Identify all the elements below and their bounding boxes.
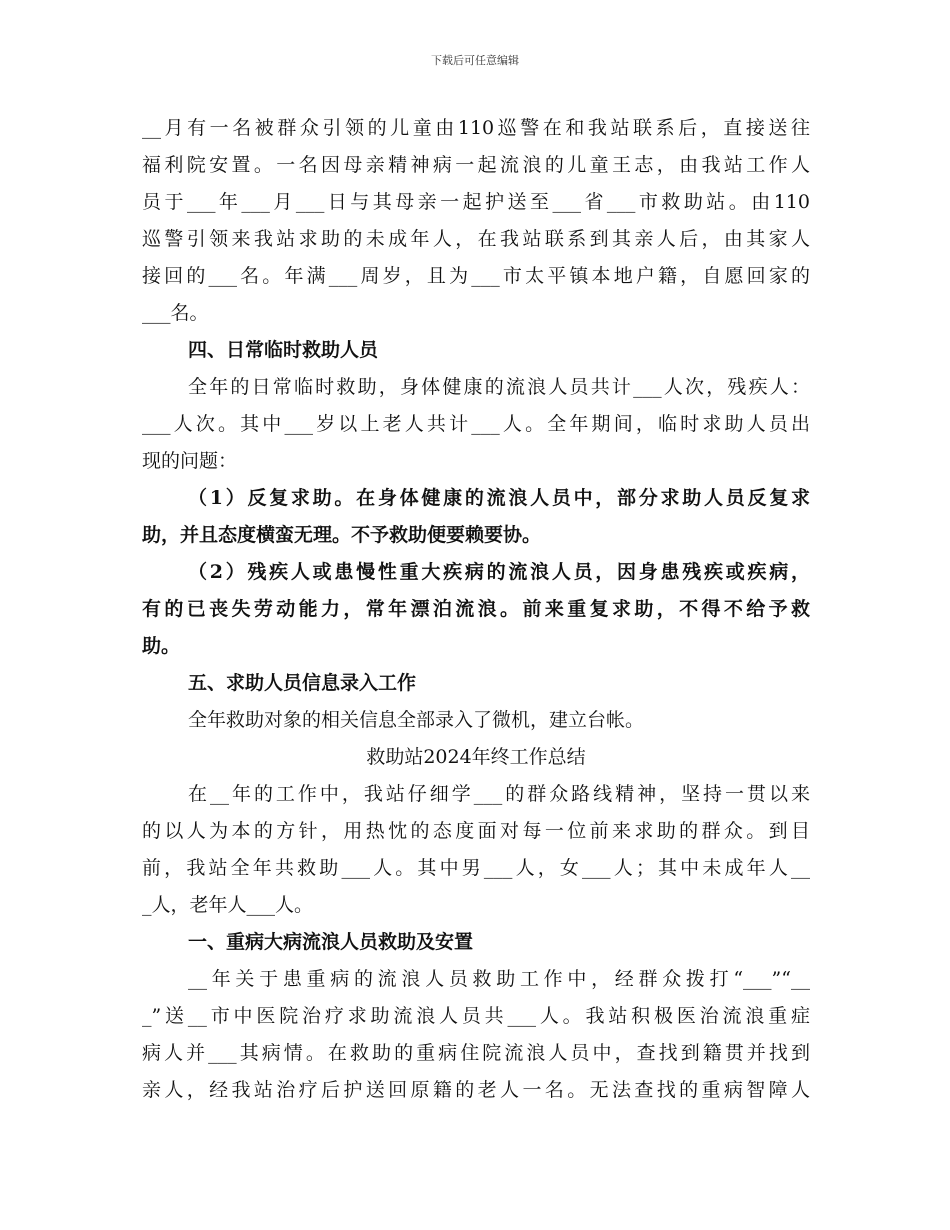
list-item-line: （2）残疾人或患慢性重大疾病的流浪人员，因身患残疾或疾病， <box>188 561 810 583</box>
paragraph-line: 员于___年___月___日与其母亲一起护送至___省___市救助站。由110 <box>142 191 810 213</box>
paragraph-line: __月有一名被群众引领的儿童由110巡警在和我站联系后，直接送往 <box>142 117 810 139</box>
document-title: 救助站2024年终工作总结 <box>366 746 586 768</box>
paragraph-line: 接回的___名。年满___周岁，且为___市太平镇本地户籍，自愿回家的 <box>142 265 810 287</box>
paragraph-line: _”送__市中医院治疗求助流浪人员共___人。我站积极医治流浪重症 <box>142 1005 810 1027</box>
paragraph-line: __年关于患重病的流浪人员救助工作中，经群众拨打“___”“__ <box>188 968 810 990</box>
document-body <box>142 110 810 1109</box>
list-item-line: 助。 <box>142 635 181 657</box>
paragraph-line: 亲人，经我站治疗后护送回原籍的老人一名。无法查找的重病智障人 <box>142 1079 810 1101</box>
list-item-line: 助，并且态度横蛮无理。不予救助便要赖要协。 <box>142 524 542 546</box>
paragraph-line: 病人并___其病情。在救助的重病住院流浪人员中，查找到籍贯并找到 <box>142 1042 810 1064</box>
paragraph-line: ___名。 <box>142 302 209 324</box>
paragraph-line: 的以人为本的方针，用热忱的态度面对每一位前来求助的群众。到目 <box>142 820 810 842</box>
paragraph-line: _人，老年人___人。 <box>142 894 314 916</box>
section-heading: 四、日常临时救助人员 <box>188 339 379 361</box>
section-heading: 五、求助人员信息录入工作 <box>188 672 417 694</box>
list-item-line: （1）反复求助。在身体健康的流浪人员中，部分求助人员反复求 <box>188 487 810 509</box>
paragraph-line: ___人次。其中___岁以上老人共计___人。全年期间，临时求助人员出 <box>142 413 810 435</box>
page-header: 下载后可任意编辑 <box>431 54 519 67</box>
paragraph-line: 全年的日常临时救助，身体健康的流浪人员共计___人次，残疾人： <box>188 376 810 398</box>
paragraph-line: 全年救助对象的相关信息全部录入了微机，建立台帐。 <box>188 709 645 731</box>
paragraph-line: 福利院安置。一名因母亲精神病一起流浪的儿童王志，由我站工作人 <box>142 154 810 176</box>
section-heading: 一、重病大病流浪人员救助及安置 <box>188 931 474 953</box>
paragraph-line: 前，我站全年共救助___人。其中男___人，女___人；其中未成年人__ <box>142 857 810 879</box>
paragraph-line: 巡警引领来我站求助的未成年人，在我站联系到其亲人后，由其家人 <box>142 228 810 250</box>
list-item-line: 有的已丧失劳动能力，常年漂泊流浪。前来重复求助，不得不给予救 <box>142 598 810 620</box>
paragraph-line: 现的问题： <box>142 450 238 472</box>
paragraph-line: 在__年的工作中，我站仔细学___的群众路线精神，坚持一贯以来 <box>188 783 810 805</box>
